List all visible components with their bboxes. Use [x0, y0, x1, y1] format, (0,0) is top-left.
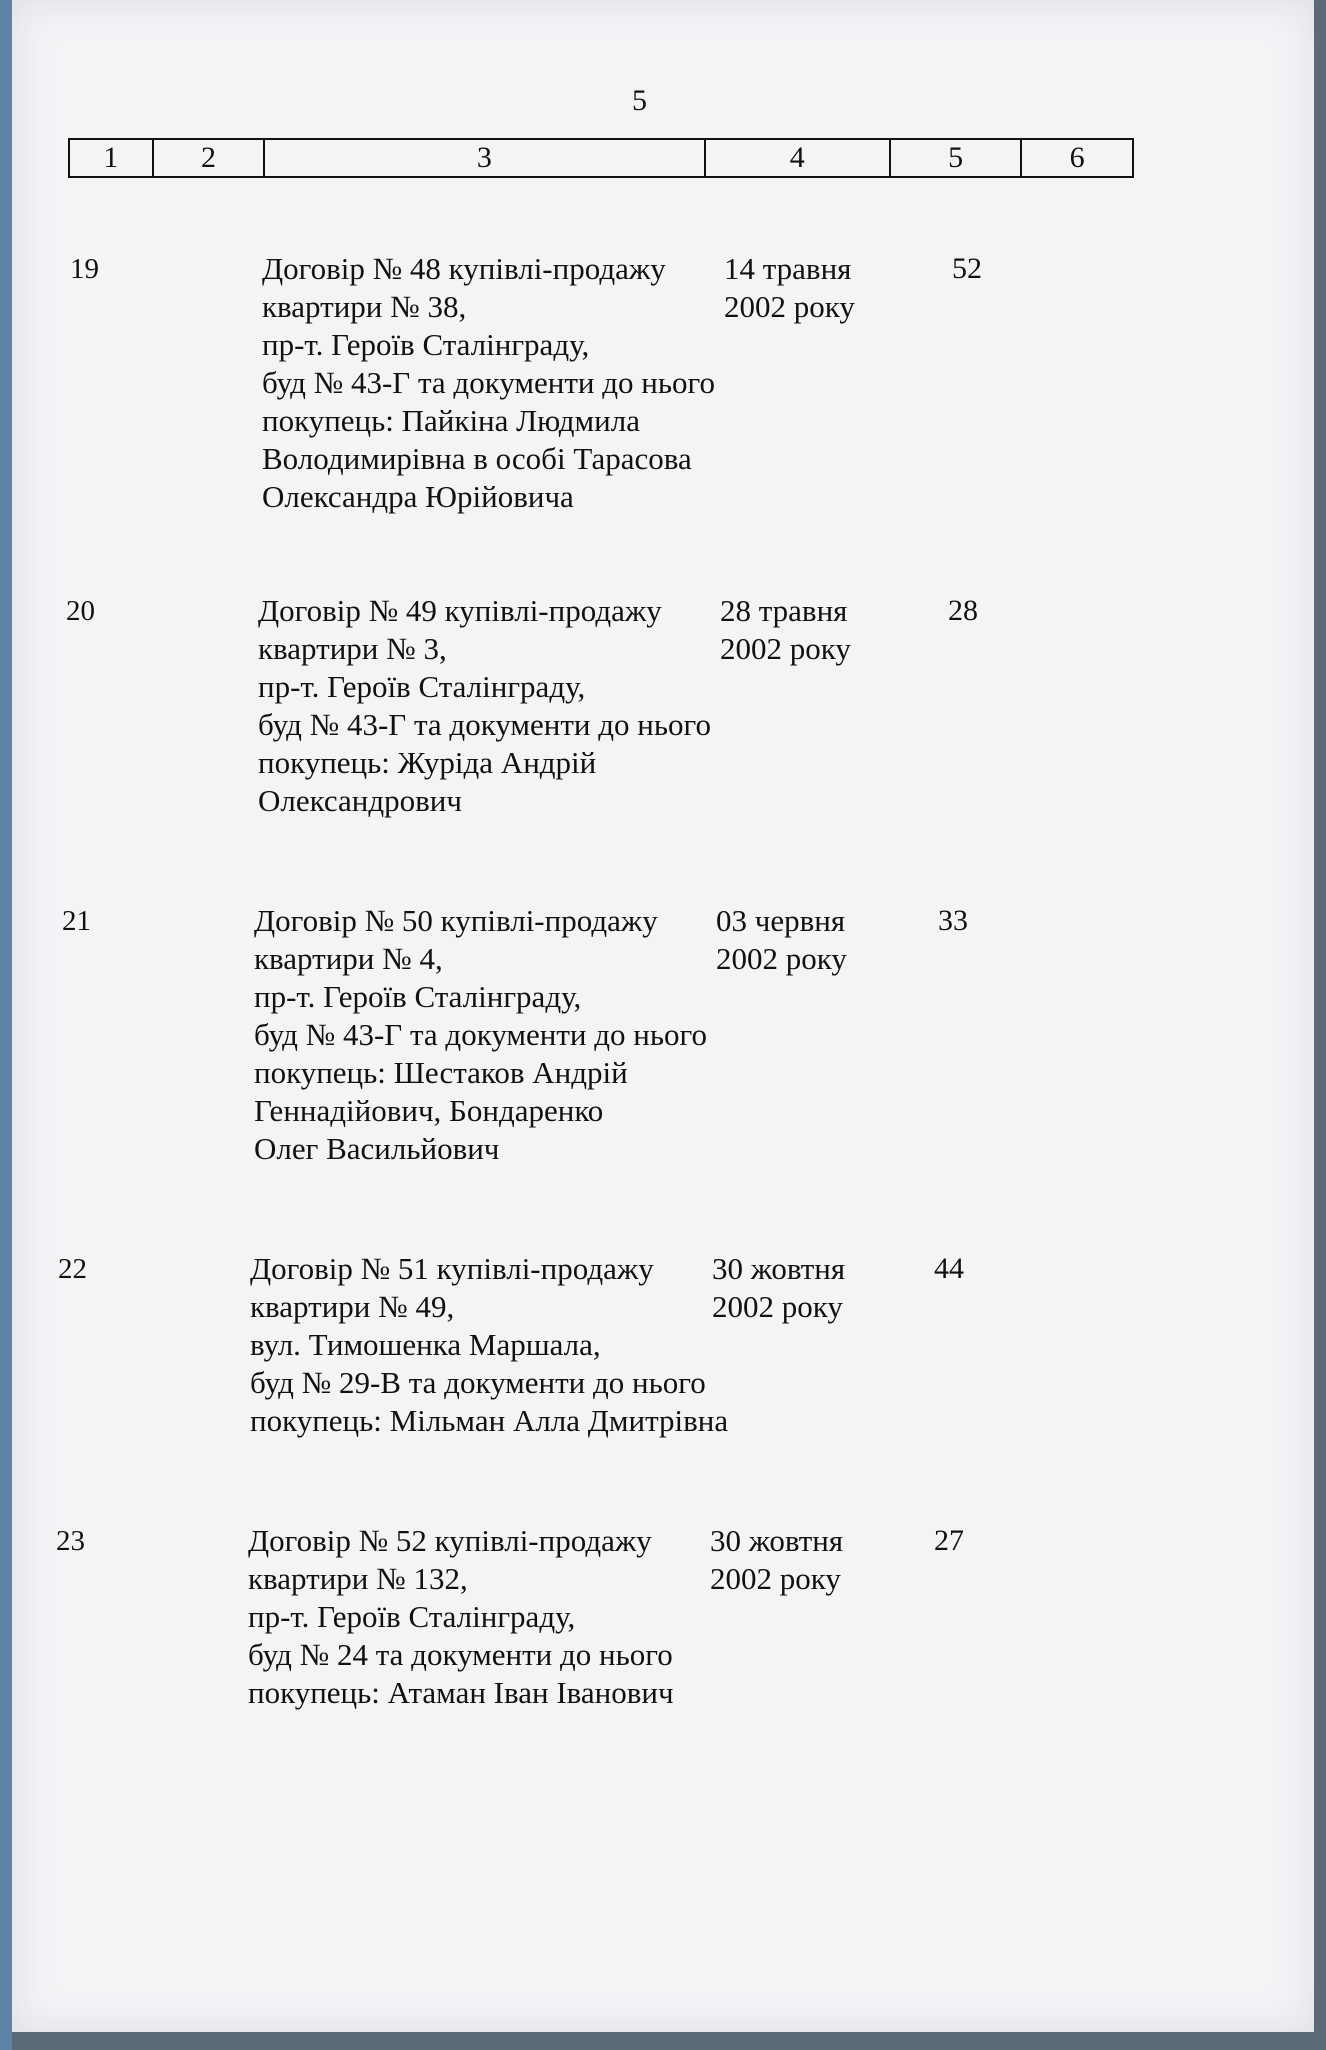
entry-description [250, 1250, 730, 1440]
date-line: 2002 року [724, 289, 855, 324]
column-header-2: 2 [154, 140, 266, 176]
description-line: квартири № 49, [250, 1289, 455, 1324]
description-line: Договір № 48 купівлі-продажу [262, 251, 666, 286]
description-line: пр-т. Героїв Сталінграду, [262, 327, 590, 362]
entry-description [258, 592, 738, 820]
description-line: Олександра Юрійовича [262, 479, 574, 514]
description-line: вул. Тимошенка Маршала, [250, 1327, 601, 1362]
description-line: квартири № 132, [248, 1561, 468, 1596]
entry-date [720, 592, 910, 668]
description-line: буд № 24 та документи до нього [248, 1637, 673, 1672]
entry-page-count: 52 [952, 252, 982, 285]
entry-number: 19 [70, 253, 99, 285]
entry-date [710, 1522, 900, 1598]
entry-page-count: 44 [934, 1252, 964, 1285]
entry-description [254, 902, 734, 1168]
description-line: Договір № 50 купівлі-продажу [254, 903, 658, 938]
date-line: 14 травня [724, 251, 852, 286]
description-line: квартири № 3, [258, 631, 447, 666]
date-line: 28 травня [720, 593, 848, 628]
description-line: пр-т. Героїв Сталінграду, [248, 1599, 576, 1634]
description-line: пр-т. Героїв Сталінграду, [254, 979, 582, 1014]
entry-number: 23 [56, 1525, 85, 1557]
entry-number: 22 [58, 1253, 87, 1285]
document-page [12, 0, 1314, 2032]
date-line: 2002 року [716, 941, 847, 976]
entry-page-count: 28 [948, 594, 978, 627]
description-line: покупець: Шестаков Андрій [254, 1055, 628, 1090]
column-header-4: 4 [706, 140, 891, 176]
entry-page-count: 33 [938, 904, 968, 937]
entry-description [248, 1522, 728, 1712]
description-line: Договір № 52 купівлі-продажу [248, 1523, 652, 1558]
column-header-6: 6 [1069, 141, 1085, 174]
entry-number: 21 [62, 905, 91, 937]
date-line: 30 жовтня [710, 1523, 844, 1558]
description-line: покупець: Атаман Іван Іванович [248, 1675, 674, 1710]
entry-date [716, 902, 906, 978]
column-header-row [68, 138, 1134, 178]
description-line: покупець: Пайкіна Людмила [262, 403, 640, 438]
entry-number: 20 [66, 595, 95, 627]
description-line: Договір № 49 купівлі-продажу [258, 593, 662, 628]
date-line: 2002 року [712, 1289, 843, 1324]
entry-date [712, 1250, 902, 1326]
description-line: квартири № 38, [262, 289, 467, 324]
description-line: буд № 29-В та документи до нього [250, 1365, 706, 1400]
description-line: покупець: Журіда Андрій [258, 745, 597, 780]
column-header-3: 3 [265, 140, 705, 176]
date-line: 2002 року [710, 1561, 841, 1596]
description-line: Олег Васильйович [254, 1131, 500, 1166]
description-line: буд № 43-Г та документи до нього [254, 1017, 707, 1052]
entry-page-count: 27 [934, 1524, 964, 1557]
description-line: пр-т. Героїв Сталінграду, [258, 669, 586, 704]
description-line: буд № 43-Г та документи до нього [258, 707, 711, 742]
column-header-1: 1 [70, 140, 154, 176]
column-header-5: 5 [891, 140, 1023, 176]
entry-description [262, 250, 742, 516]
description-line: квартири № 4, [254, 941, 443, 976]
scan-background [0, 0, 12, 2050]
description-line: Олександрович [258, 783, 462, 818]
date-line: 03 червня [716, 903, 846, 938]
description-line: Володимирівна в особі Тарасова [262, 441, 692, 476]
entry-date [724, 250, 914, 326]
date-line: 2002 року [720, 631, 851, 666]
description-line: Геннадійович, Бондаренко [254, 1093, 604, 1128]
description-line: Договір № 51 купівлі-продажу [250, 1251, 654, 1286]
description-line: покупець: Мільман Алла Дмитрівна [250, 1403, 729, 1438]
description-line: буд № 43-Г та документи до нього [262, 365, 715, 400]
page-number: 5 [632, 84, 647, 117]
date-line: 30 жовтня [712, 1251, 846, 1286]
